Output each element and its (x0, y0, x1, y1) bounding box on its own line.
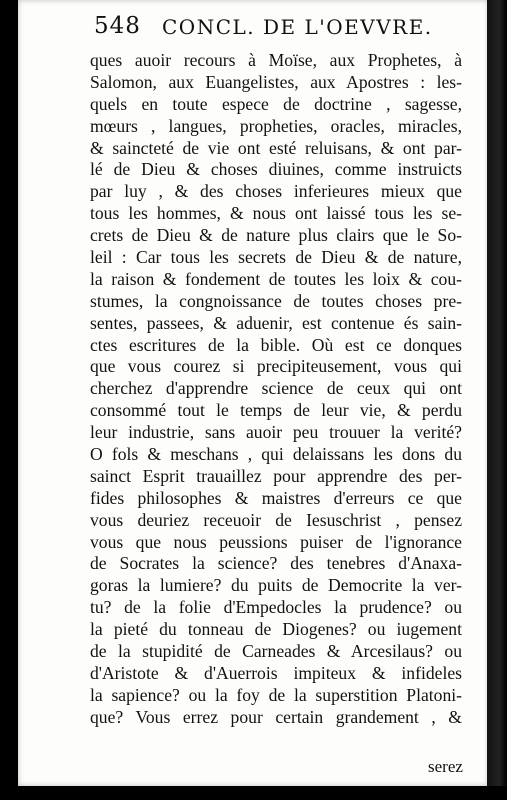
text-line: que vous courez si precipiteusement, vous qui (90, 356, 462, 377)
text-line: sainct Esprit trauaillez pour apprendre des per- (90, 465, 462, 486)
text-line: vous deuriez receuoir de Iesuschrist , pensez (90, 509, 462, 530)
page-number: 548 (94, 13, 141, 39)
page-edge-shadow (487, 0, 507, 800)
text-line: leil : Car tous les secrets de Dieu & de nature, (90, 247, 462, 268)
text-line: leur industrie, sans auoir peu trouuer la verité? (90, 422, 462, 443)
text-line: tous les hommes, & nous ont laissé tous les se- (90, 203, 462, 224)
text-line: de la stupidité de Carneades & Arcesilaus? ou (90, 641, 462, 662)
text-line: la sapience? ou la foy de la superstition Platoni- (90, 684, 462, 705)
text-line: & saincteté de vie ont esté reluisans, & ont par- (90, 137, 462, 158)
text-line: Salomon, aux Euangelistes, aux Apostres : les- (90, 71, 462, 92)
text-line: par luy , & des choses inferieures mieux que (90, 181, 462, 202)
text-line: lé de Dieu & choses diuines, comme instruicts (90, 159, 462, 180)
text-line: mœurs , langues, propheties, oracles, miracles, (90, 115, 462, 136)
catchword: serez (428, 757, 463, 776)
text-line: la pieté du tonneau de Diogenes? ou iugement (90, 619, 462, 640)
text-line: cherchez d'apprendre science de ceux qui ont (90, 378, 462, 399)
page-header (72, 12, 492, 42)
text-line: O fols & meschans , qui delaissans les dons du (90, 444, 462, 465)
text-line: d'Aristote & d'Auerrois impiteux & infideles (90, 662, 462, 683)
running-head: CONCL. DE L'OEVVRE. (162, 15, 433, 39)
text-line: sentes, passees, & aduenir, est contenue és sain- (90, 312, 462, 333)
text-line: goras la lumiere? du puits de Democrite la ver- (90, 575, 462, 596)
text-line: crets de Dieu & de nature plus clairs que le So- (90, 225, 462, 246)
text-line: ques auoir recours à Moïse, aux Prophetes, à (90, 50, 462, 70)
text-line: fides philosophes & maistres d'erreurs ce que (90, 487, 462, 508)
text-line: que? Vous errez pour certain grandement , & (90, 706, 462, 727)
text-line: de Socrates la science? des tenebres d'Anaxa- (90, 553, 462, 574)
text-line: la raison & fondement de toutes les loix & cou- (90, 268, 462, 289)
text-line: quels en toute espece de doctrine , sagesse, (90, 93, 462, 114)
body-text (90, 50, 462, 729)
text-line: vous que nous peussions puiser de l'ignorance (90, 531, 462, 552)
text-line: stumes, la congnoissance de toutes choses pre- (90, 290, 462, 311)
text-line: consommé tout le temps de leur vie, & perdu (90, 400, 462, 421)
bottom-border (0, 786, 507, 800)
text-line: tu? de la folie d'Empedocles la prudence? ou (90, 597, 462, 618)
text-line: ctes escritures de la bible. Où est ce donques (90, 334, 462, 355)
